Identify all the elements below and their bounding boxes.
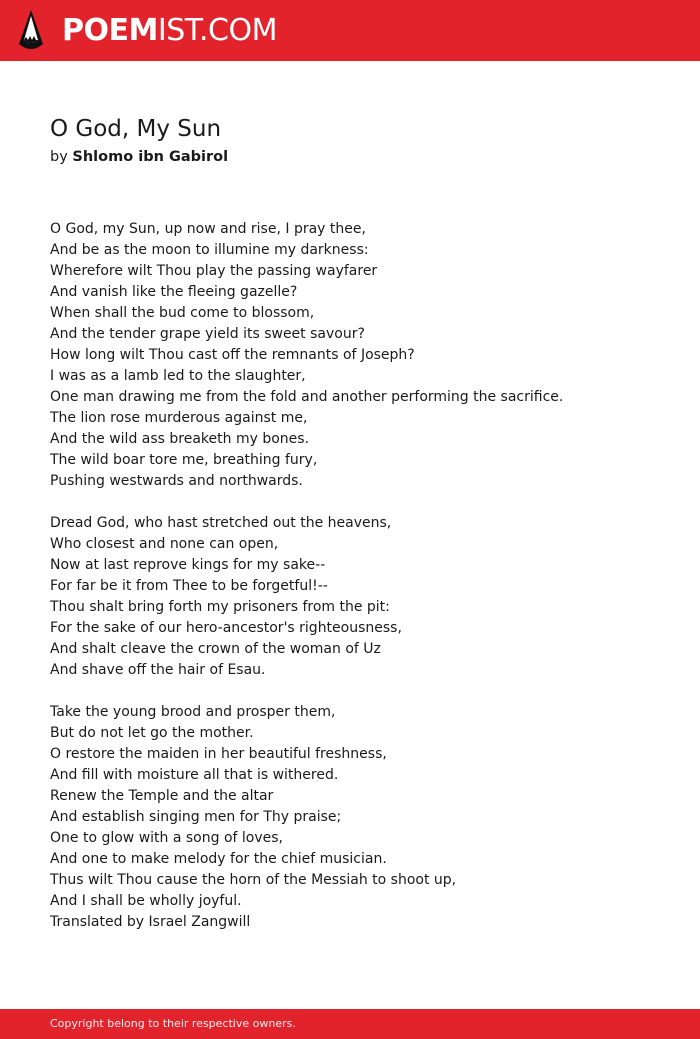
- poem-line: Thou shalt bring forth my prisoners from the pit:: [50, 599, 390, 615]
- poem-line: And one to make melody for the chief musician.: [50, 851, 387, 867]
- poem-line: Wherefore wilt Thou play the passing wayfarer: [50, 263, 378, 279]
- poem-line: How long wilt Thou cast off the remnants of Joseph?: [50, 347, 415, 363]
- poem-line: One to glow with a song of loves,: [50, 830, 283, 846]
- poem-line: Take the young brood and prosper them,: [50, 704, 336, 720]
- poem-line: And establish singing men for Thy praise;: [50, 809, 342, 825]
- poem-line: But do not let go the mother.: [50, 725, 254, 741]
- poem-body: [50, 219, 670, 954]
- poem-line: And the tender grape yield its sweet savour?: [50, 326, 365, 342]
- poem-line: And fill with moisture all that is withered.: [50, 767, 339, 783]
- poem-line: Pushing westwards and northwards.: [50, 473, 303, 489]
- stanza: [50, 513, 670, 681]
- by-label: by: [50, 149, 68, 165]
- poem-line: O restore the maiden in her beautiful freshness,: [50, 746, 387, 762]
- poem-line: When shall the bud come to blossom,: [50, 305, 315, 321]
- poem-line: Dread God, who hast stretched out the heavens,: [50, 515, 392, 531]
- poem-title: O God, My Sun: [50, 116, 222, 142]
- poem-line: Thus wilt Thou cause the horn of the Messiah to shoot up,: [50, 872, 457, 888]
- stanza: [50, 702, 670, 933]
- poem-byline: [50, 149, 228, 165]
- poem-line: And the wild ass breaketh my bones.: [50, 431, 310, 447]
- poem-line: The wild boar tore me, breathing fury,: [50, 452, 318, 468]
- copyright-text: Copyright belong to their respective owners.: [50, 1017, 296, 1030]
- poem-line: One man drawing me from the fold and another performing the sacrifice.: [50, 389, 564, 405]
- poem-line: And shave off the hair of Esau.: [50, 662, 266, 678]
- poem-line: And vanish like the fleeing gazelle?: [50, 284, 298, 300]
- author-name: Shlomo ibn Gabirol: [72, 149, 229, 165]
- poem-line: The lion rose murderous against me,: [50, 410, 308, 426]
- poem-line: And be as the moon to illumine my darkness:: [50, 242, 369, 258]
- site-logo-text[interactable]: [62, 12, 277, 50]
- poem-line: Translated by Israel Zangwill: [50, 914, 251, 930]
- poem-line: O God, my Sun, up now and rise, I pray thee,: [50, 221, 366, 237]
- site-header: [0, 0, 700, 61]
- site-footer: [0, 1009, 700, 1039]
- pen-nib-icon[interactable]: [18, 10, 44, 52]
- poem-line: For the sake of our hero-ancestor's righteousness,: [50, 620, 402, 636]
- poem-line: I was as a lamb led to the slaughter,: [50, 368, 306, 384]
- brand-bold: POEM: [62, 13, 158, 48]
- poem-line: Now at last reprove kings for my sake--: [50, 557, 326, 573]
- stanza: [50, 219, 670, 492]
- poem-line: And shalt cleave the crown of the woman of Uz: [50, 641, 381, 657]
- poem-line: Who closest and none can open,: [50, 536, 279, 552]
- poem-line: For far be it from Thee to be forgetful!--: [50, 578, 328, 594]
- poem-line: And I shall be wholly joyful.: [50, 893, 242, 909]
- poem-line: Renew the Temple and the altar: [50, 788, 274, 804]
- brand-light: IST.COM: [157, 13, 277, 48]
